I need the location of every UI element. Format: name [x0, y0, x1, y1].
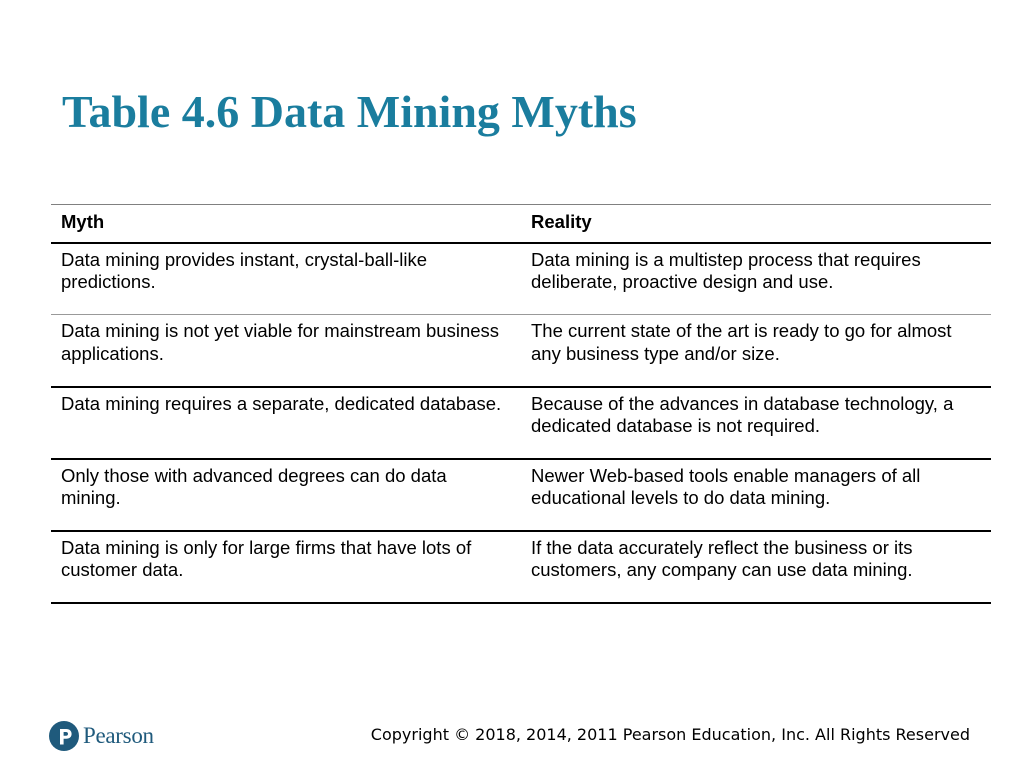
copyright-text: Copyright © 2018, 2014, 2011 Pearson Education, Inc. All Rights Reserved	[370, 725, 970, 744]
table-row	[51, 315, 991, 387]
myths-table	[51, 204, 991, 604]
myth-cell: Data mining is not yet viable for mainstream business applications.	[61, 320, 500, 364]
pearson-logo	[49, 719, 154, 753]
pearson-logo-icon	[49, 721, 79, 751]
slide-title: Table 4.6 Data Mining Myths	[62, 86, 637, 137]
column-header-myth: Myth	[51, 205, 521, 243]
myth-cell: Only those with advanced degrees can do data mining.	[61, 464, 447, 508]
reality-cell: Newer Web-based tools enable managers of all educational levels to do data mining.	[531, 464, 921, 508]
table-header-row	[51, 205, 991, 243]
reality-cell: Data mining is a multistep process that requires deliberate, proactive design and use.	[531, 248, 921, 292]
table-row	[51, 387, 991, 459]
table-header	[51, 205, 991, 243]
table-body	[51, 243, 991, 603]
myth-cell: Data mining is only for large firms that have lots of customer data.	[61, 536, 472, 580]
table-row	[51, 243, 991, 315]
table-row	[51, 531, 991, 603]
myth-cell: Data mining provides instant, crystal-ball-like predictions.	[61, 248, 428, 292]
reality-cell: The current state of the art is ready to go for almost any business type and/or size.	[531, 320, 952, 364]
reality-cell: Because of the advances in database technology, a dedicated database is not required.	[531, 392, 954, 436]
table-row	[51, 459, 991, 531]
reality-cell: If the data accurately reflect the business or its customers, any company can use data mining.	[531, 536, 913, 580]
column-header-reality: Reality	[521, 205, 991, 243]
myth-cell: Data mining requires a separate, dedicated database.	[61, 392, 502, 414]
pearson-logo-text: Pearson	[83, 723, 154, 748]
